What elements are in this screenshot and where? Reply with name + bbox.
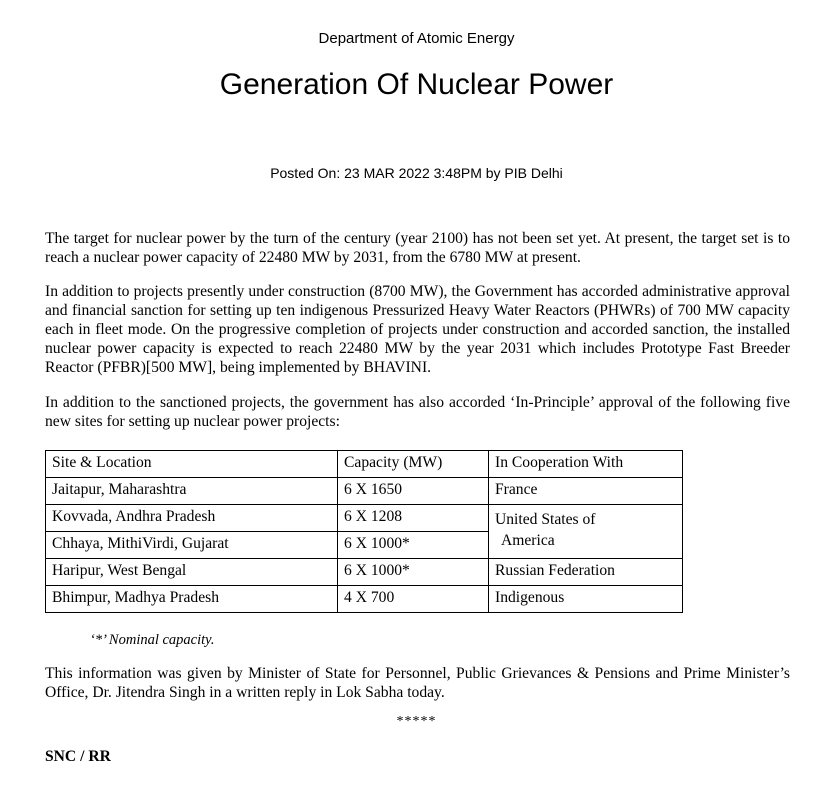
cooperation-cell: Indigenous [489,586,683,613]
site-cell: Bhimpur, Madhya Pradesh [46,586,338,613]
posted-info: Posted On: 23 MAR 2022 3:48PM by PIB Delhi [270,165,563,181]
site-cell: Jaitapur, Maharashtra [46,478,338,505]
cooperation-usa-line1: United States of [495,511,596,528]
table-row [46,505,683,532]
cooperation-cell: France [489,478,683,505]
cooperation-cell: Russian Federation [489,559,683,586]
paragraph-sites-intro: In addition to the sanctioned projects, the government has also accorded ‘In-Principle’ approval of the following five new sites for setting up nuclear power projects: [45,394,790,430]
capacity-cell: 4 X 700 [338,586,489,613]
table-row [46,478,683,505]
table-row [46,586,683,613]
paragraph-construction: In addition to projects presently under construction (8700 MW), the Government has accorded administrative approval and financial sanction for setting up ten indigenous Pressurized Heavy Water Reactors (PHWRs) of 700 MW capacity each in fleet mode. On the progressive completion of projects under construction and accorded sanction, the installed nuclear power capacity is expected to reach 22480 MW by the year 2031 which includes Prototype Fast Breeder Reactor (PFBR)[500 MW], being implemented by BHAVINI. [45,283,790,376]
capacity-cell: 6 X 1000* [338,532,489,559]
header-cooperation: In Cooperation With [489,451,683,478]
paragraph-target: The target for nuclear power by the turn of the century (year 2100) has not been set yet. At present, the target set is to reach a nuclear power capacity of 22480 MW by 2031, from the 6780 MW at present. [45,230,790,266]
page-title: Generation Of Nuclear Power [219,68,614,101]
cooperation-usa-line2: America [501,532,555,549]
signature: SNC / RR [45,748,111,765]
sites-table [45,450,683,613]
site-cell: Kovvada, Andhra Pradesh [46,505,338,532]
capacity-cell: 6 X 1000* [338,559,489,586]
header-capacity: Capacity (MW) [338,451,489,478]
table-header-row [46,451,683,478]
capacity-cell: 6 X 1650 [338,478,489,505]
cooperation-cell [489,505,683,559]
header-site: Site & Location [46,451,338,478]
site-cell: Haripur, West Bengal [46,559,338,586]
capacity-cell: 6 X 1208 [338,505,489,532]
separator: ***** [396,714,437,729]
paragraph-attribution: This information was given by Minister of State for Personnel, Public Grievances & Pensions and Prime Minister’s Office, Dr. Jitendra Singh in a written reply in Lok Sabha today. [45,665,790,701]
department-name: Department of Atomic Energy [318,30,515,47]
site-cell: Chhaya, MithiVirdi, Gujarat [46,532,338,559]
table-row [46,559,683,586]
footnote: ‘*’ Nominal capacity. [90,632,215,648]
